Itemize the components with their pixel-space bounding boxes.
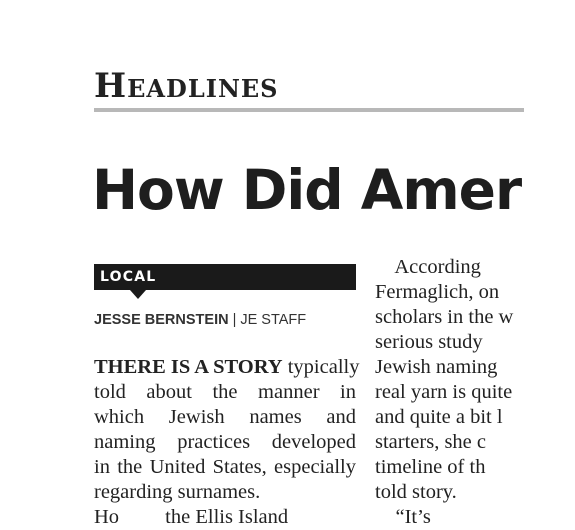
body-line: naming practices developed <box>94 431 356 453</box>
body-line: starters, she c <box>375 431 486 453</box>
section-heading: Headlines <box>94 66 279 106</box>
kicker-pointer <box>130 290 146 299</box>
body-line: timeline of th <box>375 456 486 478</box>
byline <box>94 311 306 329</box>
body-line: regarding surnames. <box>94 481 261 503</box>
body-line <box>94 355 360 380</box>
body-line: and quite a bit l <box>375 406 503 428</box>
lead-line-rest: typically <box>282 356 360 378</box>
lead-in: THERE IS A STORY <box>94 356 283 378</box>
section-rule <box>94 108 524 112</box>
body-line: in the United States, especially <box>94 456 356 478</box>
body-line: Ho the Ellis Island <box>94 506 289 528</box>
byline-affiliation: JE STAFF <box>240 312 307 328</box>
byline-separator: | <box>232 312 237 328</box>
body-line: According <box>375 256 481 278</box>
body-line: scholars in the w <box>375 306 514 328</box>
body-line: which Jewish names and <box>94 406 356 428</box>
kicker-bar <box>94 264 356 290</box>
kicker-label: LOCAL <box>100 269 157 285</box>
body-line: Fermaglich, on <box>375 281 500 303</box>
body-line: serious study <box>375 331 483 353</box>
body-line: told about the manner in <box>94 381 356 403</box>
article-title: How Did Amer <box>92 158 522 222</box>
body-line: “It’s <box>375 506 431 528</box>
article-column-left <box>94 355 360 530</box>
byline-author: JESSE BERNSTEIN <box>94 312 229 328</box>
body-line: real yarn is quite <box>375 381 513 403</box>
article-column-right <box>375 255 575 530</box>
body-line: Jewish naming <box>375 356 498 378</box>
body-line: told story. <box>375 481 457 503</box>
